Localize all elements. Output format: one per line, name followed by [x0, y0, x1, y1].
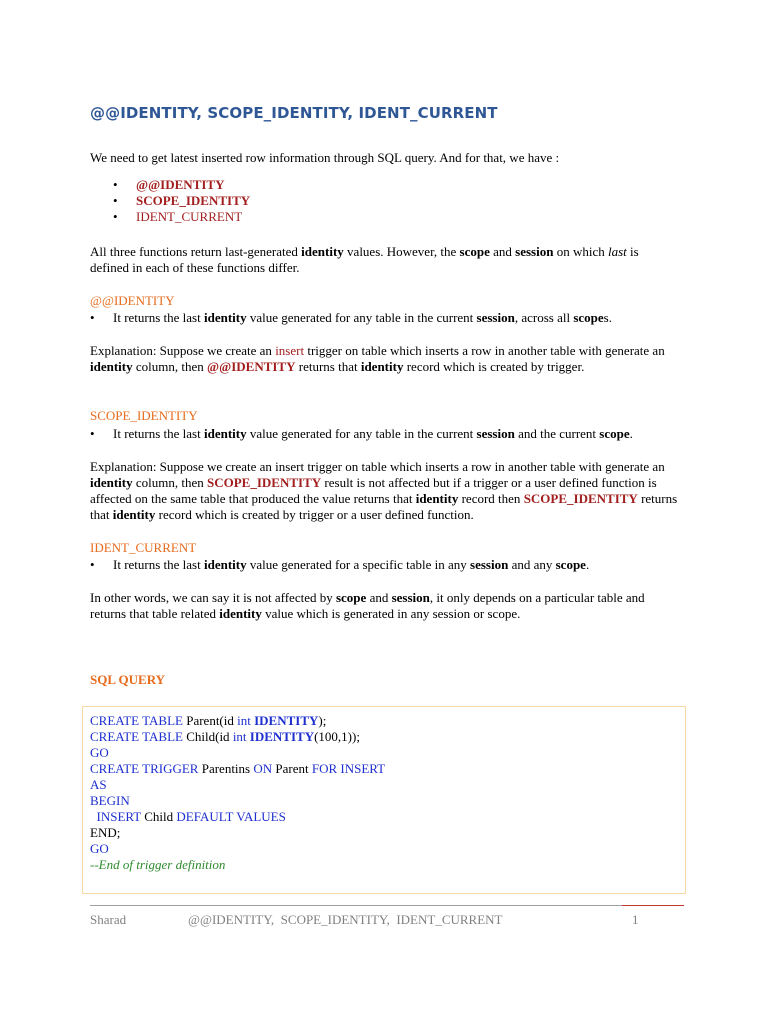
bullet-icon: • — [90, 310, 95, 325]
bullet-icon: • — [113, 209, 118, 224]
footer-divider — [90, 905, 622, 906]
footer-author: Sharad — [90, 912, 127, 927]
sql-query-heading: SQL QUERY — [90, 672, 166, 687]
bullet-icon: • — [113, 193, 118, 208]
identity-bullet: • It returns the last identity value generated for any table in the current session, across all scopes. — [90, 310, 612, 325]
code-line: INSERT Child DEFAULT VALUES — [96, 809, 286, 824]
function-list — [90, 177, 250, 225]
code-line: END; — [90, 825, 121, 840]
identity-explanation: Explanation: Suppose we create an insert trigger on table which inserts a row in another table with generate an identity column, then @@IDENTITY returns that identity record which is created by trigger. — [90, 343, 665, 374]
bullet-icon: • — [90, 557, 95, 572]
code-line: CREATE TABLE Parent(id int IDENTITY); — [90, 713, 327, 728]
code-line: CREATE TABLE Child(id int IDENTITY(100,1)); — [90, 729, 360, 744]
footer-divider-accent — [622, 905, 684, 906]
scope-identity-bullet: • It returns the last identity value generated for any table in the current session and the current scope. — [90, 426, 633, 441]
bullet-icon: • — [113, 177, 118, 192]
code-line: BEGIN — [90, 793, 130, 808]
code-comment: --End of trigger definition — [90, 857, 226, 872]
function-list-item: • IDENT_CURRENT — [113, 209, 243, 224]
scope-identity-explanation: Explanation: Suppose we create an insert trigger on table which inserts a row in another table with generate an identity column, then SCOPE_IDENTITY result is not affected but if a trigger or a user defined function is affected on the same table that produced the value returns that identity record then SCOPE_IDENTITY returns that identity record which is created by trigger or a user defined function. — [90, 459, 678, 522]
code-line: GO — [90, 745, 109, 760]
ident-current-other-words: In other words, we can say it is not affected by scope and session, it only depends on a particular table and returns that table related identity value which is generated in any session or scope. — [90, 590, 645, 621]
code-line: GO — [90, 841, 109, 856]
sql-code-block — [90, 713, 385, 873]
document-title: @@IDENTITY, SCOPE_IDENTITY, IDENT_CURRENT — [90, 104, 498, 122]
page-number: 1 — [632, 912, 639, 927]
footer-title: @@IDENTITY, SCOPE_IDENTITY, IDENT_CURRENT — [188, 912, 503, 927]
code-line: CREATE TRIGGER Parentins ON Parent FOR INSERT — [90, 761, 386, 776]
function-list-item: • SCOPE_IDENTITY — [113, 193, 251, 208]
function-list-item: • @@IDENTITY — [113, 177, 225, 192]
section-heading-scope-identity: SCOPE_IDENTITY — [90, 408, 198, 423]
summary-paragraph: All three functions return last-generated identity values. However, the scope and session on which last is defined in each of these functions differ. — [90, 244, 639, 275]
ident-current-bullet: • It returns the last identity value generated for a specific table in any session and any scope. — [90, 557, 590, 572]
intro-paragraph: We need to get latest inserted row information through SQL query. And for that, we have : — [90, 150, 560, 165]
section-heading-identity: @@IDENTITY — [90, 293, 175, 308]
code-line: AS — [90, 777, 107, 792]
section-heading-ident-current: IDENT_CURRENT — [90, 540, 197, 555]
bullet-icon: • — [90, 426, 95, 441]
